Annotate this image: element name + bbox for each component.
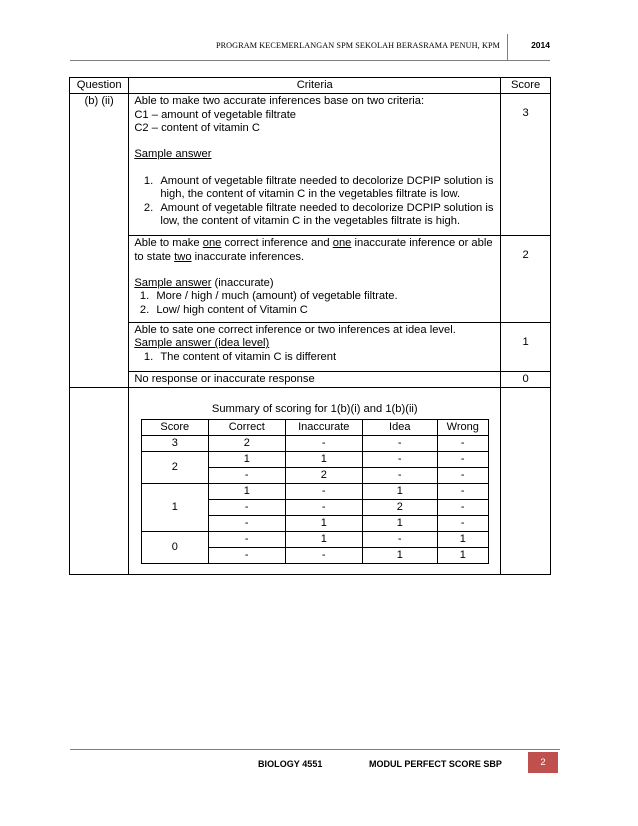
summary-cell-value: 2 [285,467,362,483]
summary-cell-value: - [437,515,488,531]
summary-cell-value: 1 [285,531,362,547]
list-item: 1. Amount of vegetable filtrate needed to decolorize DCPIP solution is high, the content of vitamin C in the vegetables filtrate is low. [156,175,495,202]
list-item: 1. More / high / much (amount) of vegetable filtrate. [152,290,495,303]
header-year: 2014 [531,40,550,50]
summary-cell-value: - [285,435,362,451]
footer-module: MODUL PERFECT SCORE SBP [369,759,502,769]
table-row [141,531,488,547]
footer-rule [70,749,560,750]
summary-cell-value: - [208,531,285,547]
table-row [141,451,488,467]
summary-cell-value: - [437,499,488,515]
col-score-header: Score [501,78,551,94]
page-header [70,40,550,58]
score-cell: 3 [501,94,551,236]
score-cell: 0 [501,371,551,387]
summary-cell-value: - [362,435,437,451]
table-row [141,435,488,451]
summary-cell-value: 2 [362,499,437,515]
criteria-line: Able to make two accurate inferences base on two criteria: [134,95,425,108]
summary-header: Correct [208,419,285,435]
summary-header: Inaccurate [285,419,362,435]
question-cell: (b) (ii) [70,94,129,388]
summary-score: 2 [141,451,208,483]
header-separator [507,34,508,60]
summary-cell-value: - [285,547,362,563]
criteria-cell [129,236,501,323]
summary-cell-value: 1 [285,515,362,531]
footer-subject: BIOLOGY 4551 [258,759,323,769]
summary-cell-value: 1 [362,547,437,563]
summary-cell-value: 2 [208,435,285,451]
summary-cell-value: - [208,467,285,483]
summary-cell-value: - [362,451,437,467]
header-rule [70,60,550,61]
criteria-line: C2 – content of vitamin C [134,121,260,134]
criteria-cell [129,323,501,372]
criteria-cell [129,94,501,236]
summary-cell-value: - [208,499,285,515]
summary-cell [129,388,501,574]
table-row [141,483,488,499]
summary-header: Score [141,419,208,435]
criteria-line: C1 – amount of vegetable filtrate [134,108,297,121]
summary-cell-value: 1 [208,483,285,499]
table-row [70,323,551,372]
summary-row [70,388,551,574]
summary-cell-value: - [208,515,285,531]
summary-cell-value: - [437,483,488,499]
summary-cell-value: - [437,467,488,483]
summary-header: Idea [362,419,437,435]
sample-answer-label: Sample answer (inaccurate) [134,277,274,290]
summary-cell-value: 1 [285,451,362,467]
summary-cell-value: - [285,483,362,499]
marking-scheme-table [69,77,551,575]
list-item: 1. The content of vitamin C is different [156,351,495,364]
summary-cell-value: 1 [362,515,437,531]
summary-header: Wrong [437,419,488,435]
table-header-row [70,78,551,94]
summary-cell-value: - [362,531,437,547]
summary-cell-value: 1 [437,531,488,547]
score-cell: 1 [501,323,551,372]
summary-cell-value: 1 [362,483,437,499]
col-criteria-header: Criteria [129,78,501,94]
sample-answer-list [134,175,495,228]
summary-score: 1 [141,483,208,531]
list-item: 2. Low/ high content of Vitamin C [152,304,495,317]
page-number: 2 [528,752,558,773]
list-item: 2. Amount of vegetable filtrate needed to decolorize DCPIP solution is low, the content of vitamin C in the vegetables filtrate is high. [156,202,495,229]
criteria-text: Able to sate one correct inference or two inferences at idea level. [134,324,456,337]
summary-title: Summary of scoring for 1(b)(i) and 1(b)(ii) [211,403,418,416]
summary-cell-value: - [285,499,362,515]
table-row [70,94,551,236]
header-title: PROGRAM KECEMERLANGAN SPM SEKOLAH BERASRAMA PENUH, KPM [215,41,500,50]
criteria-cell: No response or inaccurate response [129,371,501,387]
summary-header-row [141,419,488,435]
table-row [70,236,551,323]
sample-answer-list [134,351,495,364]
table-row [70,371,551,387]
summary-score: 0 [141,531,208,563]
sample-answer-label: Sample answer [134,148,212,161]
summary-cell-value: - [437,451,488,467]
sample-answer-label: Sample answer (idea level) [134,337,270,350]
summary-cell-value: - [437,435,488,451]
summary-table [141,419,489,564]
summary-score: 3 [141,435,208,451]
score-cell: 2 [501,236,551,323]
summary-cell-value: 1 [437,547,488,563]
col-question-header: Question [70,78,129,94]
summary-cell-value: - [362,467,437,483]
summary-cell-value: - [208,547,285,563]
summary-cell-value: 1 [208,451,285,467]
criteria-text: Able to make one correct inference and one inaccurate inference or able to state two inaccurate inferences. [134,237,493,263]
sample-answer-list [134,290,495,317]
